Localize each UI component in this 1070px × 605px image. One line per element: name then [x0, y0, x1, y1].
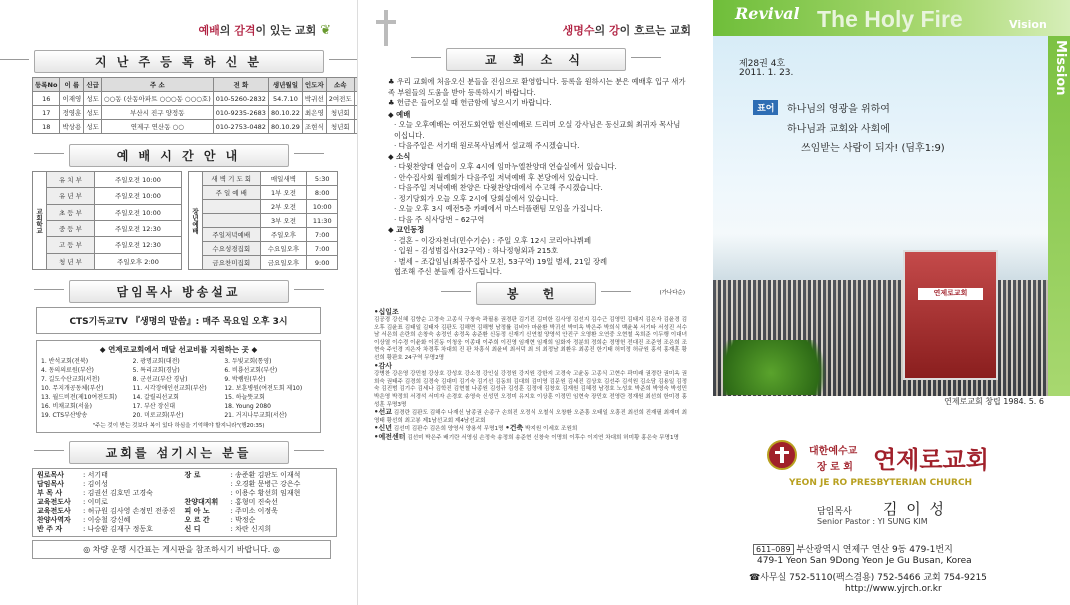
founded: 연제로교회 창립 1984. 5. 6	[944, 397, 1044, 406]
table-cell: 청년회	[326, 106, 354, 120]
staff-row	[37, 507, 185, 516]
list-item: 13. 월드비전(제10여전도회)	[41, 394, 117, 401]
panel-cover	[713, 0, 1070, 605]
staff-row	[185, 489, 333, 498]
broadcast-box: CTS기독교TV 『생명의 말씀』: 매주 목요일 오후 3시	[36, 307, 321, 334]
staff-names: : 이승철 강신혜	[83, 516, 131, 524]
table-header: 생년월일	[268, 78, 302, 92]
staff-names: : 허규원 김사영 손정민 전종진	[83, 507, 176, 515]
cross-icon	[372, 8, 400, 48]
staff-role: 오 르 간	[184, 516, 210, 524]
staff-names: : 김권선 김호민 고경숙	[83, 489, 153, 497]
table-cell: 54.7.10	[268, 92, 302, 106]
list-item: · 다윗찬양대 연습이 오후 4시에 임마누엘찬양대 연습실에서 있습니다.	[394, 162, 617, 171]
staff-role: 교육전도사	[37, 498, 71, 506]
tagline-part: 이 흐르는 교회	[619, 24, 691, 37]
table-cell: 성도	[84, 106, 102, 120]
worship-title: 예 배 시 간 안 내	[69, 144, 289, 167]
offering-cat: •선교	[374, 408, 392, 417]
offering-names: 김선미 김판수 김은희 양영서 양용석 무명1명	[393, 426, 504, 433]
staff-title: 교회를 섬기시는 분들	[69, 441, 289, 464]
staff-row	[185, 516, 333, 525]
staff-role: 원로목사	[37, 471, 65, 479]
table-row	[33, 220, 182, 236]
banner-vision: Vision	[1009, 18, 1047, 31]
pastor-label: 담임목사	[817, 507, 852, 517]
staff-row	[185, 525, 333, 534]
staff-role: 장 로	[184, 471, 201, 479]
tagline-part: 감격	[234, 24, 256, 37]
list-item: · 별세 – 조갑임님(최봉주집사 모친, 53구역) 19일 별세, 21일 장례	[394, 256, 608, 266]
staff-names: : 서기태	[83, 471, 108, 479]
member-heading: ◆ 교인동정	[388, 225, 425, 234]
list-item: 21. 거지나무교회(서산)	[224, 412, 287, 419]
staff-role: 담임목사	[37, 480, 65, 488]
table-cell	[203, 214, 261, 228]
table-cell: 수요일오후	[260, 242, 307, 256]
table-cell: 010-2753-0482	[213, 120, 268, 134]
offering-cat: •예전센터	[374, 433, 406, 441]
table-cell: 청년회	[326, 120, 354, 134]
table-cell: 주일오전 10:00	[94, 172, 181, 188]
offering-cat: •건축	[505, 424, 524, 433]
list-item: 5. 특리교회(경남)	[132, 367, 180, 374]
staff-row	[37, 480, 185, 489]
table-cell: 주일오전 10:00	[94, 204, 181, 220]
mission-title: ◆ 연제로교회에서 매달 선교비를 지원하는 곳 ◆	[99, 345, 258, 354]
table-cell: 연제구 연산동 ○○	[101, 120, 213, 134]
table-cell: 주일저녁예배	[203, 228, 261, 242]
table-cell: 주일오후 2:00	[94, 253, 181, 269]
news-title: 교 회 소 식	[446, 48, 626, 71]
offering-cat: •감사	[374, 361, 392, 370]
list-item: 12. 보훈병원(여전도회 제10)	[224, 385, 303, 392]
staff-role: 반 주 자	[37, 525, 63, 533]
table-row	[189, 228, 338, 242]
offering-names: 김공경 강신혜 김향순 고경숙 고종식 구창숙 곽필용 권경판 김기진 김미한 김사영 김선지 김수근 김영민 김태지 김은자 김윤경 김오후 김윤표 김태일 김태자 김판도 김해면 김해병 남정률 김비아 마윤환 박귀선 박미옥 박은주 박희식 백윤복 서기타 서성진 서수남 서은희 손란희 손창숙 송정인 송정옥 송준환 신동정 신재기 신연철 양영석 안진구 오영환 오연중 오현철 옥희준 이두행 이대녀 이상열 이수경 이윤화 이진동 이청웅 이종대 이주희 이진영 임재현 임재희 임화자 정분희 정희순 정명헌 전대진 조준영 조은희 조현숙 주인경 지은자 차경후 차대희 진 판 차흥식 최윤비 최서덕 최 의 최정남 최환우 최종진 한기태 허미정 허규원 홍석 홍재훈 황선희 황판호 24구역 무명2명	[374, 317, 687, 362]
table-cell: 18	[33, 120, 60, 134]
staff-row	[37, 471, 185, 480]
list-item: · 다음주일 저녁예배 찬양은 다윗찬양대에서 수고해 주시겠습니다.	[394, 183, 603, 192]
staff-names: : 박정순	[230, 516, 256, 524]
table-cell: 7:00	[307, 242, 338, 256]
list-item: · 입원 – 김성범집사(32구역) : 하나정형외과 215호	[394, 246, 559, 255]
table-cell: 성도	[84, 120, 102, 134]
panel-left	[0, 0, 357, 605]
table-row	[189, 256, 338, 270]
table-row	[33, 106, 379, 120]
list-item: 7. 길도수산교회(서천)	[41, 376, 100, 383]
banner-holy-fire: The Holy Fire	[817, 6, 963, 32]
table-header: 인도자	[302, 78, 326, 92]
list-item: · 다음주일은 서기태 원로목사님께서 설교해 주시겠습니다.	[394, 141, 580, 150]
tagline-part: 예배	[198, 24, 220, 37]
table-cell: 주일오전 12:30	[94, 220, 181, 236]
staff-row	[37, 525, 185, 534]
address-en: 479-1 Yeon San 9Dong Yeon Je Gu Busan, Korea	[757, 556, 972, 566]
staff-names: : 송준환 김판도 이재석	[230, 471, 301, 479]
table-row	[33, 188, 182, 204]
motto-line-3: 쓰임받는 사람이 되자! (딤후1:9)	[801, 143, 945, 154]
table-cell: ○○동 (산동아파트 ○○○동 ○○○호)	[101, 92, 213, 106]
table-cell: 청 년 부	[47, 253, 95, 269]
table-header: 소속	[326, 78, 354, 92]
staff-role: 피 아 노	[184, 507, 210, 515]
list-item: · 결혼 – 이강자천녀(민수기순) : 주일 오후 12시 코리아나뷔페	[394, 235, 592, 245]
staff-row	[185, 498, 333, 507]
tagline-part: 이 있는 교회	[255, 24, 317, 37]
staff-names: : 이용수 황선희 임재현	[230, 489, 301, 497]
mission-list	[41, 357, 316, 420]
table-cell: 주일오전 12:30	[94, 237, 181, 253]
banner-revival: Revival	[735, 4, 800, 23]
phone: ☎사무실 752-5110(팩스겸용) 752-5466 교회 754-9215	[749, 573, 987, 583]
staff-names: : 주미소 이정욱	[230, 507, 278, 515]
staff-names: : 홍형미 진숙선	[230, 498, 278, 506]
staff-names: : 오경환 문병근 강은수	[230, 480, 301, 488]
table-cell: 80.10.29	[268, 120, 302, 134]
table-cell: 매일새벽	[260, 172, 307, 186]
table-cell: 부산시 진구 양정동	[101, 106, 213, 120]
list-item: 협조해 주신 분들께 감사드립니다.	[394, 267, 502, 276]
table-header: 주 소	[101, 78, 213, 92]
list-item: 8. 군선교(부산 경남)	[132, 376, 188, 383]
newcomer-title: 지 난 주 등 록 하 신 분	[34, 50, 324, 73]
staff-row	[185, 471, 333, 480]
worship-left-table	[32, 171, 182, 270]
tagline	[0, 0, 357, 38]
motto-line-2: 하나님과 교회와 사회에	[787, 124, 890, 135]
broadcast-title: 담임목사 방송설교	[69, 280, 289, 303]
staff-box	[32, 468, 337, 537]
table-row	[33, 120, 379, 134]
table-cell: 9:00	[307, 256, 338, 270]
table-cell: 주일오후	[260, 228, 307, 242]
tagline-part: 생명수	[562, 24, 595, 37]
worship-group-label: 교회학교	[33, 172, 47, 270]
table-row	[189, 200, 338, 214]
table-row	[189, 186, 338, 200]
offering-cat: •십일조	[374, 307, 399, 316]
banner-mission: Mission	[1053, 40, 1068, 96]
list-item: · 안수집사회 월례회가 다음주일 저녁예배 후 본당에서 있습니다.	[394, 172, 599, 182]
table-row	[33, 92, 379, 106]
table-row	[189, 242, 338, 256]
list-item: 17. 부산 장신대	[132, 403, 175, 410]
list-item: 18. Young 2080	[224, 403, 271, 410]
staff-role: 교육전도사	[37, 507, 71, 515]
table-cell: 중 등 부	[47, 220, 95, 236]
table-cell: 8:00	[307, 186, 338, 200]
staff-row	[185, 507, 333, 516]
table-cell: 최은영	[302, 106, 326, 120]
table-cell: 2부 오전	[260, 200, 307, 214]
offering-names: 박지원 이세호 조원희	[525, 426, 578, 433]
church-building	[903, 250, 998, 380]
table-cell: 10:00	[307, 200, 338, 214]
list-item: 9. 박쌤원(부산)	[224, 376, 266, 383]
church-name-en: YEON JE RO PRESBYTERIAN CHURCH	[789, 478, 973, 488]
table-cell: 수요성경집회	[203, 242, 261, 256]
offering-cat: •신년	[374, 424, 392, 433]
table-header: 신급	[84, 78, 102, 92]
offering-note: (가나다순)	[659, 289, 685, 296]
table-cell: 금요찬미집회	[203, 256, 261, 270]
denomination-2: 장 로 회	[817, 462, 853, 473]
postal-code: 611–089	[753, 544, 794, 555]
offering-names: 김경란 김판도 김해수 나재신 남종권 손종구 손희진 오정식 오철식 오창환 오준흥 오태일 오흥진 최선희 진재필 최재미 최영태 황선희 최고봉 제1남선교회 제4남선교회	[374, 410, 688, 424]
table-cell: 유 년 부	[47, 188, 95, 204]
table-cell: 새 벽 기 도 회	[203, 172, 261, 186]
denomination-1: 대한예수교	[809, 446, 858, 457]
table-row	[33, 204, 182, 220]
pastor-name-en: Senior Pastor : YI SUNG KIM	[817, 517, 928, 526]
mission-box	[36, 340, 321, 433]
motto-line-1: 하나님의 영광을 위하여	[787, 104, 890, 115]
list-item: 4. 동의의료원(부산)	[41, 367, 94, 374]
table-cell: 고 등 부	[47, 237, 95, 253]
table-cell: 유 치 부	[47, 172, 95, 188]
footer-note: ◎ 차량 운행 시간표는 게시판을 참조하시기 바랍니다. ◎	[32, 540, 331, 559]
table-cell: 성도	[84, 92, 102, 106]
news-body	[358, 75, 713, 278]
table-cell: 010-9235-2683	[213, 106, 268, 120]
table-cell: 11:30	[307, 214, 338, 228]
table-row	[33, 172, 182, 188]
list-item: · 다음 주 식사당번 – 62구역	[394, 214, 485, 224]
staff-role: 찬양대지휘	[184, 498, 219, 506]
table-cell: 박상용	[60, 120, 84, 134]
issue-number: 제28권 4호	[739, 59, 786, 69]
table-cell: 010-5260-2832	[213, 92, 268, 106]
table-cell: 5:30	[307, 172, 338, 186]
table-cell: 조현식	[302, 120, 326, 134]
table-header: 등록No	[33, 78, 60, 92]
list-item: · 오늘 오후예배는 여전도회연합 헌신예배로 드리며 오실 강사님은 동신교회 최귀자 목사님이십니다.	[394, 120, 681, 140]
list-item: 1. 반석교회(전북)	[41, 358, 89, 365]
issue-date: 2011. 1. 23.	[739, 68, 794, 78]
table-cell: 17	[33, 106, 60, 120]
table-cell: 7:00	[307, 228, 338, 242]
staff-names: : 김이성	[83, 480, 108, 488]
website-link[interactable]: http://www.yjrch.or.kr	[845, 584, 942, 594]
table-cell: 주일오전 10:00	[94, 188, 181, 204]
staff-row	[37, 489, 185, 498]
list-item: 10. 무지개공동체(부산)	[41, 385, 104, 392]
staff-row	[37, 498, 185, 507]
offering-names: 강병찬 강은영 강민철 강상호 강성호 강소정 강인실 강정원 강지원 강한지 고경숙 고윤동 고종식 고현수 곽미래 권경란 권미옥 권희숙 권태주 김경희 김경숙 김대미 김기숙 김기선 김동희 김대희 김미영 김문원 김세진 김상호 김선주 김석원 김소담 김용일 김정숙 김진범 김기수 김세나 김학진 김현철 나종원 김성규 김성훈 김정애 김창호 김재원 김혜정 남경호 노성호 박준희 박영숙 박성민 박은영 박정희 서경석 서미자 손경호 송영숙 신성민 오정미 유지호 이상훈 이정민 임현숙 장민호 전영란 정재원 최선희 한미경 홍성훈 무명3명	[374, 371, 687, 408]
pastor-name: 김 이 성	[883, 500, 947, 518]
offering-names: 김선미 박은주 배기란 서영심 손정숙 송정희 송준현 신창숙 이명희 이후수 이지연 차대희 허미황 홍은숙 무명1명	[407, 435, 679, 441]
table-cell: 초 등 부	[47, 204, 95, 220]
table-cell: 80.10.22	[268, 106, 302, 120]
leaf-icon: ❦	[320, 23, 331, 38]
table-header: 이 름	[60, 78, 84, 92]
list-item: 15. 하늘뜻교회	[224, 394, 265, 401]
list-item: 20. 미로교회(부산)	[132, 412, 184, 419]
list-item: ♣ 헌금은 들어오실 때 헌금함에 넣으시기 바랍니다.	[388, 98, 552, 107]
tagline-part: 의	[594, 24, 609, 37]
table-cell: 1부 오전	[260, 186, 307, 200]
list-item: ♣ 우리 교회에 처음오신 분들을 진심으로 환영합니다. 등록을 원하시는 분은 예배후 입구 새가족 부원들의 도움을 받아 등록하시기 바랍니다.	[388, 77, 686, 97]
offering-list	[358, 309, 713, 443]
list-item: 16. 비채교회(서울)	[41, 403, 92, 410]
panel-middle	[357, 0, 713, 605]
worship-times	[32, 171, 357, 270]
table-cell: 이재영	[60, 92, 84, 106]
table-row	[189, 214, 338, 228]
table-cell: 16	[33, 92, 60, 106]
building-sign: 연제로교회	[918, 288, 983, 300]
staff-role: 찬양사역자	[37, 516, 71, 524]
worship-heading: ◆ 예배	[388, 109, 411, 119]
table-row	[189, 172, 338, 186]
list-item: 19. CTS부산방송	[41, 412, 88, 419]
table-cell: 박귀선	[302, 92, 326, 106]
worship-group-label: 장년예배	[189, 172, 203, 270]
foliage	[723, 340, 843, 395]
staff-names: : 이미로	[83, 498, 108, 506]
address-ko: 부산광역시 연제구 연산 9동 479-1번지	[796, 545, 953, 555]
table-row	[33, 237, 182, 253]
staff-role: 신 디	[184, 525, 201, 533]
staff-role: 부 목 사	[37, 489, 63, 497]
staff-row	[37, 516, 185, 525]
table-cell: 3부 오전	[260, 214, 307, 228]
staff-names: : 나승환 김재구 정동호	[83, 525, 153, 533]
table-cell: 2여전도	[326, 92, 354, 106]
motto-tag: 표어	[753, 100, 778, 115]
table-header: 전 화	[213, 78, 268, 92]
list-item: 2. 광명교회(대전)	[132, 358, 180, 365]
address-line-ko	[753, 542, 953, 555]
list-item: · 정기당회가 오늘 오후 2시에 당회실에서 있습니다.	[394, 193, 559, 203]
worship-right-table	[188, 171, 338, 270]
church-name: 연제로교회	[873, 445, 989, 474]
tagline	[358, 0, 713, 38]
newcomer-table	[32, 77, 379, 134]
list-item: 11. 시각장애인선교회(부산)	[132, 385, 207, 392]
tagline-part: 강	[608, 24, 620, 37]
staff-row	[185, 480, 333, 489]
table-cell: 금요일오후	[260, 256, 307, 270]
mission-note: "주는 것이 받는 것보다 복이 있다 하심을 기억해야 할지니라"(행20:35)	[92, 423, 265, 429]
table-cell	[203, 200, 261, 214]
offering-title: 봉 헌	[476, 282, 596, 305]
list-item: 3. 두빛교회(통영)	[224, 358, 272, 365]
list-item: · 오늘 오후 3시 예전5층 카페에서 마스터플랜팀 모임을 가집니다.	[394, 204, 603, 213]
staff-names: : 차란 신지희	[230, 525, 272, 533]
list-item: 6. 비룡선교회(부산)	[224, 367, 278, 374]
news-heading: ◆ 소식	[388, 151, 411, 161]
tagline-part: 의	[219, 24, 235, 37]
table-cell: 정영훈	[60, 106, 84, 120]
list-item: 14. 갈릴리선교회	[132, 394, 179, 401]
table-cell: 주 일 예 배	[203, 186, 261, 200]
table-row	[33, 253, 182, 269]
church-logo-icon	[767, 440, 797, 470]
